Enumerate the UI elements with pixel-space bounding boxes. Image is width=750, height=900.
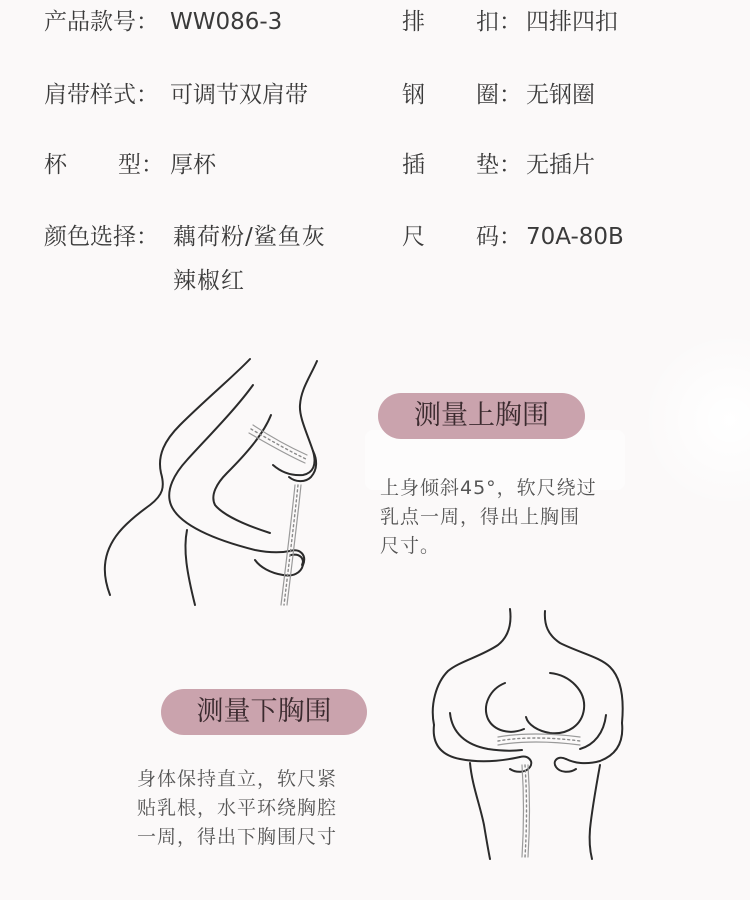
- lower-desc-line-3: 一周，得出下胸围尺寸: [137, 826, 338, 848]
- style-number-value: WW086-3: [170, 9, 283, 35]
- strap-label: 肩带样式：: [44, 82, 159, 108]
- cup-label-char2: 型：: [118, 152, 164, 178]
- underwire-label-char1: 钢: [402, 82, 425, 108]
- spec-row-cup: [0, 149, 750, 189]
- woman-upright-measuring-icon: [410, 605, 640, 860]
- spec-row-style-number: [0, 6, 750, 46]
- lower-desc-line-2: 贴乳根，水平环绕胸腔: [137, 797, 338, 819]
- upper-desc-line-3: 尺寸。: [380, 535, 441, 557]
- size-label-char2: 码：: [476, 224, 522, 250]
- underwire-label-char2: 圈：: [476, 82, 522, 108]
- color-value-line1: 藕荷粉/鲨鱼灰: [173, 224, 326, 250]
- lower-bust-title-pill: 测量下胸围: [161, 689, 367, 735]
- hook-value: 四排四扣: [526, 9, 618, 35]
- underwire-value: 无钢圈: [526, 82, 595, 108]
- upper-bust-description: [380, 474, 597, 561]
- woman-leaning-measuring-icon: [95, 355, 335, 610]
- pad-value: 无插片: [526, 152, 595, 178]
- pad-label-char2: 垫：: [476, 152, 522, 178]
- lower-bust-description: [137, 765, 337, 852]
- hook-label-char2: 扣：: [476, 9, 522, 35]
- upper-bust-title-pill: 测量上胸围: [378, 393, 585, 439]
- lower-desc-line-1: 身体保持直立，软尺紧: [137, 768, 338, 790]
- color-label: 颜色选择：: [44, 224, 159, 250]
- upper-desc-line-1: 上身倾斜45°，软尺绕过: [380, 477, 597, 499]
- pad-label-char1: 插: [402, 152, 425, 178]
- hook-label-char1: 排: [402, 9, 425, 35]
- strap-value: 可调节双肩带: [170, 82, 308, 108]
- spec-row-strap: [0, 79, 750, 119]
- upper-desc-line-2: 乳点一周，得出上胸围: [380, 506, 581, 528]
- background-glow: [640, 330, 750, 510]
- cup-label-char1: 杯: [44, 152, 67, 178]
- spec-row-color: [0, 221, 750, 301]
- cup-value: 厚杯: [170, 152, 216, 178]
- style-number-label: 产品款号：: [44, 9, 159, 35]
- size-label-char1: 尺: [402, 224, 425, 250]
- color-value-line2: 辣椒红: [173, 268, 245, 294]
- size-value: 70A-80B: [526, 224, 624, 250]
